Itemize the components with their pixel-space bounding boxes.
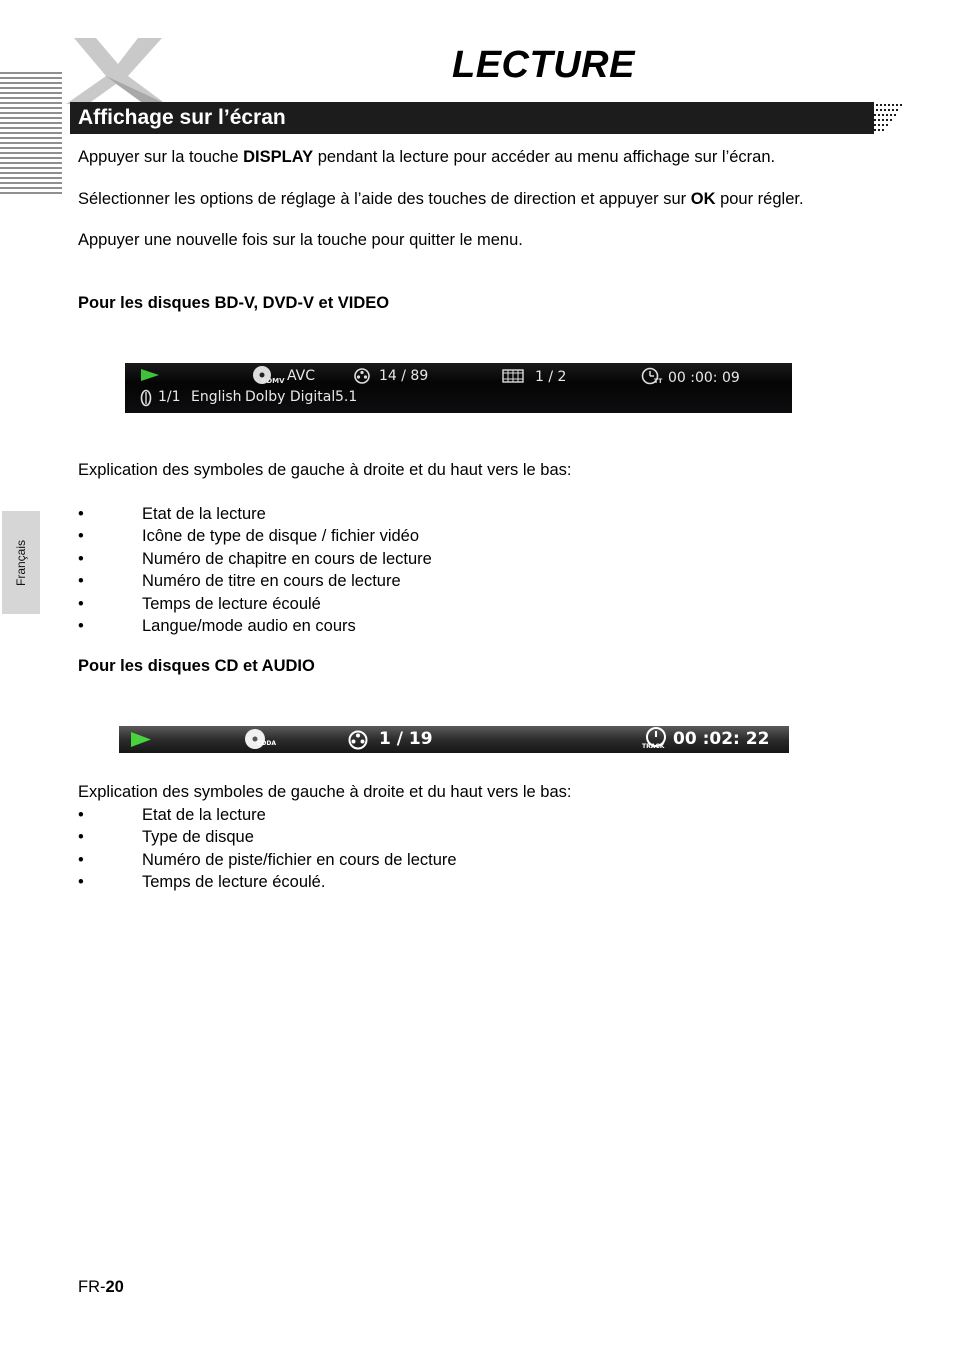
intro-p2-text-end: pour régler.: [715, 190, 804, 208]
list-item: • Etat de la lecture: [78, 503, 432, 525]
brand-x-logo: [66, 36, 176, 106]
cd-symbol-list: [78, 804, 457, 894]
cd-section-heading: Pour les disques CD et AUDIO: [78, 657, 315, 675]
title-value: 1 / 2: [535, 369, 567, 385]
section-title: Affichage sur l’écran: [78, 106, 286, 129]
intro-paragraph-3: Appuyer une nouvelle fois sur la touche pour quitter le menu.: [78, 231, 523, 249]
intro-p1-text: Appuyer sur la touche: [78, 148, 244, 166]
bd-osd-bar: [125, 363, 792, 413]
decorative-dots: [862, 102, 902, 134]
page-number: [78, 1278, 124, 1297]
time-value: 00 :02: 22: [673, 729, 770, 749]
bd-symbol-list: [78, 503, 432, 637]
list-item: • Temps de lecture écoulé: [78, 593, 432, 615]
play-icon: [129, 730, 153, 749]
bd-explanation: Explication des symboles de gauche à droite et du haut vers le bas:: [78, 461, 572, 479]
intro-p2-text: Sélectionner les options de réglage à l’aide des touches de direction et appuyer sur: [78, 190, 691, 208]
play-icon: [139, 367, 161, 383]
list-item: • Temps de lecture écoulé.: [78, 871, 457, 893]
list-item: • Etat de la lecture: [78, 804, 457, 826]
audio-channels-value: 5.1: [335, 389, 358, 405]
chapter-value: 14 / 89: [379, 368, 429, 384]
list-item: • Icône de type de disque / fichier vidéo: [78, 525, 432, 547]
display-key: DISPLAY: [243, 148, 314, 166]
audio-icon: [140, 389, 152, 407]
intro-p1-text-end: pendant la lecture pour accéder au menu affichage sur l’écran.: [313, 148, 776, 166]
title-film-icon: [502, 369, 524, 383]
page-number-value: 20: [105, 1278, 124, 1296]
language-tab: [2, 511, 40, 614]
time-icon-label: TT: [654, 378, 663, 385]
section-header-bar: [70, 102, 870, 134]
codec-value: AVC: [287, 368, 316, 384]
audio-language-value: English: [191, 389, 242, 405]
list-item: • Type de disque: [78, 826, 457, 848]
audio-format-value: Dolby Digital: [245, 389, 336, 405]
time-value: 00 :00: 09: [668, 370, 740, 386]
page-title: LECTURE: [452, 44, 635, 86]
chapter-icon: [354, 368, 370, 384]
cd-osd-bar: [119, 726, 789, 753]
list-item: • Langue/mode audio en cours: [78, 615, 432, 637]
list-item: • Numéro de chapitre en cours de lecture: [78, 548, 432, 570]
time-icon-label: TRACK: [642, 743, 665, 750]
audio-track-value: 1/1: [158, 389, 181, 405]
bd-section-heading: Pour les disques BD-V, DVD-V et VIDEO: [78, 294, 390, 312]
intro-paragraph-2: [78, 190, 804, 209]
list-item: • Numéro de piste/fichier en cours de lecture: [78, 849, 457, 871]
track-icon: [348, 730, 368, 750]
language-tab-label: Français: [14, 539, 28, 586]
disc-type-label: BDMV: [261, 377, 285, 385]
decorative-stripes: [0, 72, 62, 200]
ok-key: OK: [690, 190, 716, 208]
track-value: 1 / 19: [379, 729, 433, 749]
list-item: • Numéro de titre en cours de lecture: [78, 570, 432, 592]
cd-explanation: Explication des symboles de gauche à droite et du haut vers le bas:: [78, 783, 572, 801]
intro-paragraph-1: [78, 148, 775, 167]
page-number-prefix: FR-: [78, 1278, 106, 1296]
disc-type-label: CDDA: [257, 740, 277, 747]
